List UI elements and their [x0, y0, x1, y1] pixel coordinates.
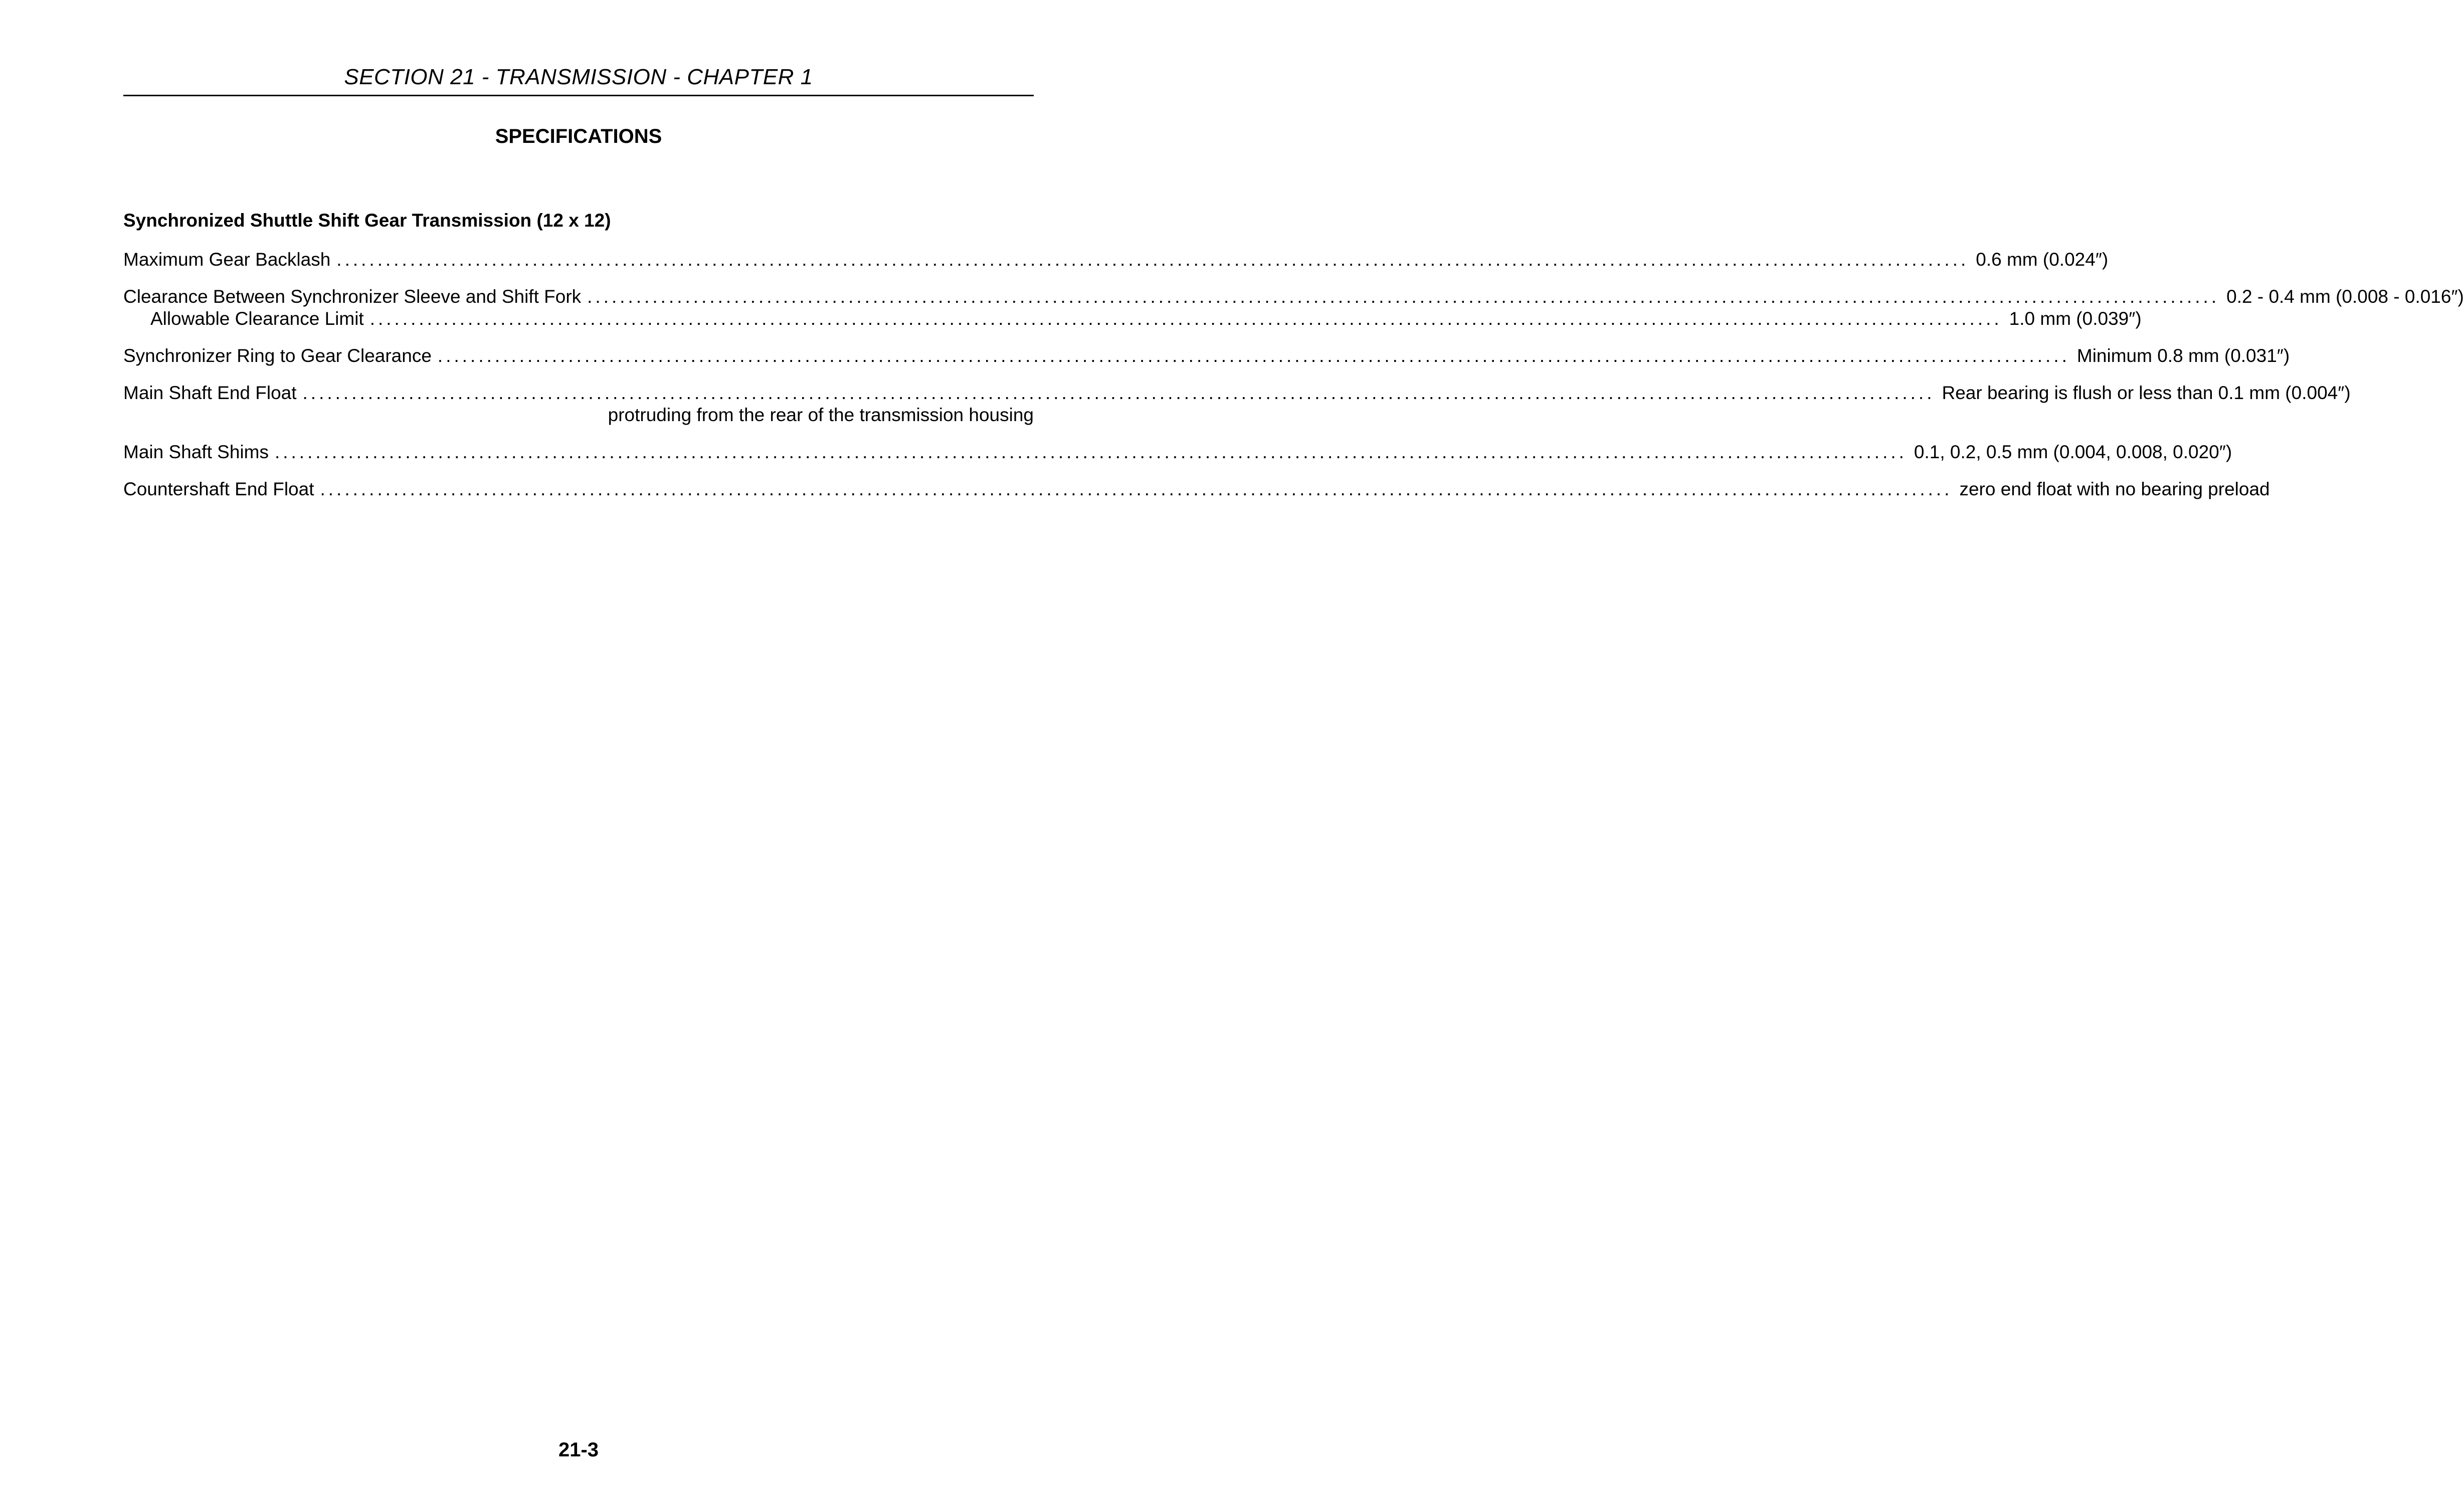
dot-leader: ........................................................................................................................................................................................................: [437, 345, 2070, 366]
subsection-title: Synchronized Shuttle Shift Gear Transmission (12 x 12): [123, 210, 611, 231]
spec-item-main-shaft-end-float: [123, 382, 2351, 426]
spec-sub-line: [123, 308, 2142, 330]
spec-line: [123, 382, 2351, 404]
dot-leader: ........................................................................................................................................................................................................: [320, 479, 1953, 499]
header-divider: [123, 95, 1034, 96]
dot-leader: ........................................................................................................................................................................................................: [302, 383, 1935, 403]
spec-line: [123, 286, 2464, 308]
spec-value: zero end float with no bearing preload: [1959, 479, 2270, 499]
dot-leader: ........................................................................................................................................................................................................: [587, 286, 2220, 307]
spec-value: Minimum 0.8 mm (0.031″): [2076, 345, 2290, 366]
spec-line: [123, 478, 2270, 500]
dot-leader: ........................................................................................................................................................................................................: [274, 442, 1907, 462]
spec-label: Main Shaft Shims: [123, 442, 269, 462]
spec-line: [123, 249, 2109, 271]
spec-label: Synchronizer Ring to Gear Clearance: [123, 345, 432, 366]
dot-leader: ........................................................................................................................................................................................................: [336, 249, 1969, 270]
spec-value: 0.2 - 0.4 mm (0.008 - 0.016″): [2226, 286, 2464, 307]
spec-label: Main Shaft End Float: [123, 383, 297, 403]
spec-item-main-shaft-shims: [123, 441, 2232, 463]
specifications-content: [123, 208, 2464, 515]
spec-line: [123, 441, 2232, 463]
spec-item-max-gear-backlash: [123, 249, 2109, 271]
dot-leader: ........................................................................................................................................................................................................: [369, 308, 2002, 329]
spec-item-sleeve-fork-clearance: [123, 286, 2464, 330]
spec-item-ring-gear-clearance: [123, 345, 2290, 367]
page-title: SPECIFICATIONS: [495, 125, 662, 147]
spec-value-continuation: protruding from the rear of the transmission housing: [608, 405, 1034, 425]
spec-value: 0.6 mm (0.024″): [1976, 249, 2109, 270]
section-header: SECTION 21 - TRANSMISSION - CHAPTER 1: [344, 65, 813, 89]
spec-item-countershaft-end-float: [123, 478, 2270, 500]
spec-value: 0.1, 0.2, 0.5 mm (0.004, 0.008, 0.020″): [1914, 442, 2232, 462]
page-number: 21-3: [558, 1439, 599, 1461]
spec-label: Countershaft End Float: [123, 479, 314, 499]
spec-value: Rear bearing is flush or less than 0.1 mm (0.004″): [1942, 383, 2351, 403]
spec-label: Clearance Between Synchronizer Sleeve and Shift Fork: [123, 286, 582, 307]
spec-sub-label: Allowable Clearance Limit: [150, 308, 364, 329]
spec-sub-value: 1.0 mm (0.039″): [2009, 308, 2142, 329]
spec-line: [123, 345, 2290, 367]
spec-label: Maximum Gear Backlash: [123, 249, 331, 270]
